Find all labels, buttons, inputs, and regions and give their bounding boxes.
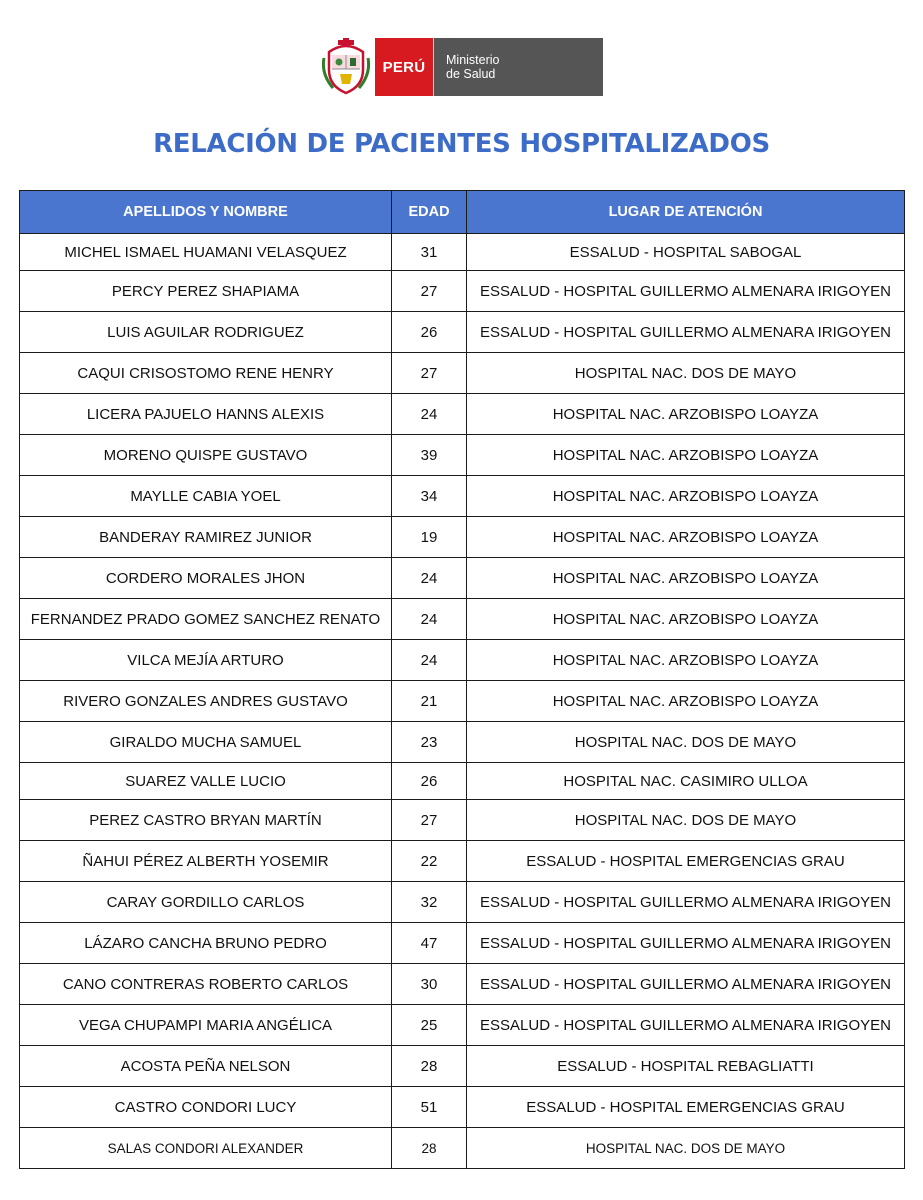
patient-name: GIRALDO MUCHA SAMUEL [20,722,392,763]
minsa-logo [321,38,603,96]
patient-name: RIVERO GONZALES ANDRES GUSTAVO [20,681,392,722]
patient-place: HOSPITAL NAC. DOS DE MAYO [467,722,905,763]
brand-ministry-line1: Ministerio [446,53,500,67]
table-row [20,923,905,964]
patient-age: 24 [392,558,467,599]
page-title: RELACIÓN DE PACIENTES HOSPITALIZADOS [153,129,770,159]
patient-name: LÁZARO CANCHA BRUNO PEDRO [20,923,392,964]
patient-place: ESSALUD - HOSPITAL GUILLERMO ALMENARA IRIGOYEN [467,271,905,312]
patient-name: MAYLLE CABIA YOEL [20,476,392,517]
table-row [20,882,905,923]
patient-place: ESSALUD - HOSPITAL GUILLERMO ALMENARA IRIGOYEN [467,964,905,1005]
table-row [20,722,905,763]
patient-age: 51 [392,1087,467,1128]
patient-place: HOSPITAL NAC. ARZOBISPO LOAYZA [467,476,905,517]
patient-name: PEREZ CASTRO BRYAN MARTÍN [20,800,392,841]
patient-place: ESSALUD - HOSPITAL GUILLERMO ALMENARA IRIGOYEN [467,923,905,964]
patient-age: 26 [392,763,467,800]
patient-place: ESSALUD - HOSPITAL GUILLERMO ALMENARA IRIGOYEN [467,312,905,353]
patient-name: LICERA PAJUELO HANNS ALEXIS [20,394,392,435]
table-row [20,312,905,353]
table-row [20,1005,905,1046]
patient-place: HOSPITAL NAC. ARZOBISPO LOAYZA [467,558,905,599]
table-row [20,763,905,800]
table-row [20,435,905,476]
patient-name: CARAY GORDILLO CARLOS [20,882,392,923]
patient-name: CANO CONTRERAS ROBERTO CARLOS [20,964,392,1005]
patient-place: HOSPITAL NAC. ARZOBISPO LOAYZA [467,517,905,558]
patient-name: MORENO QUISPE GUSTAVO [20,435,392,476]
table-row [20,681,905,722]
table-row [20,234,905,271]
patient-name: LUIS AGUILAR RODRIGUEZ [20,312,392,353]
table-row [20,558,905,599]
column-header-age: EDAD [392,191,467,234]
patient-name: SUAREZ VALLE LUCIO [20,763,392,800]
patient-place: HOSPITAL NAC. DOS DE MAYO [467,1128,905,1169]
patient-name: MICHEL ISMAEL HUAMANI VELASQUEZ [20,234,392,271]
table-row [20,517,905,558]
brand-ministry-line2: de Salud [446,67,496,81]
patient-age: 24 [392,640,467,681]
patient-age: 27 [392,353,467,394]
patient-age: 28 [392,1046,467,1087]
patient-place: ESSALUD - HOSPITAL EMERGENCIAS GRAU [467,1087,905,1128]
patient-place: ESSALUD - HOSPITAL GUILLERMO ALMENARA IRIGOYEN [467,1005,905,1046]
patient-name: VILCA MEJÍA ARTURO [20,640,392,681]
patient-name: CORDERO MORALES JHON [20,558,392,599]
patient-place: HOSPITAL NAC. ARZOBISPO LOAYZA [467,394,905,435]
table-row [20,394,905,435]
patient-age: 30 [392,964,467,1005]
patient-place: HOSPITAL NAC. CASIMIRO ULLOA [467,763,905,800]
table-row [20,841,905,882]
patient-place: HOSPITAL NAC. ARZOBISPO LOAYZA [467,640,905,681]
patient-name: VEGA CHUPAMPI MARIA ANGÉLICA [20,1005,392,1046]
patient-place: ESSALUD - HOSPITAL GUILLERMO ALMENARA IRIGOYEN [467,882,905,923]
patient-name: BANDERAY RAMIREZ JUNIOR [20,517,392,558]
patient-place: HOSPITAL NAC. ARZOBISPO LOAYZA [467,681,905,722]
patient-name: CAQUI CRISOSTOMO RENE HENRY [20,353,392,394]
patient-name: ACOSTA PEÑA NELSON [20,1046,392,1087]
patient-age: 26 [392,312,467,353]
table-row [20,640,905,681]
patient-name: SALAS CONDORI ALEXANDER [20,1128,392,1169]
patient-age: 24 [392,599,467,640]
patient-age: 27 [392,800,467,841]
table-row [20,1087,905,1128]
peru-coat-of-arms-icon [321,38,371,96]
table-row [20,271,905,312]
brand-ministry-label [433,38,603,96]
patient-place: ESSALUD - HOSPITAL SABOGAL [467,234,905,271]
table-row [20,1128,905,1169]
patient-age: 24 [392,394,467,435]
patient-place: HOSPITAL NAC. ARZOBISPO LOAYZA [467,435,905,476]
patient-age: 27 [392,271,467,312]
table-row [20,964,905,1005]
patient-age: 39 [392,435,467,476]
patient-age: 22 [392,841,467,882]
patient-age: 25 [392,1005,467,1046]
patient-place: HOSPITAL NAC. DOS DE MAYO [467,800,905,841]
patients-table [19,190,905,1169]
patient-age: 34 [392,476,467,517]
patient-name: ÑAHUI PÉREZ ALBERTH YOSEMIR [20,841,392,882]
patient-age: 21 [392,681,467,722]
patient-place: ESSALUD - HOSPITAL REBAGLIATTI [467,1046,905,1087]
table-row [20,476,905,517]
patient-age: 23 [392,722,467,763]
patient-age: 28 [392,1128,467,1169]
patient-place: HOSPITAL NAC. DOS DE MAYO [467,353,905,394]
column-header-place: LUGAR DE ATENCIÓN [467,191,905,234]
table-row [20,1046,905,1087]
column-header-name: APELLIDOS Y NOMBRE [20,191,392,234]
patient-age: 32 [392,882,467,923]
table-header-row [20,191,905,234]
patient-age: 47 [392,923,467,964]
patient-name: FERNANDEZ PRADO GOMEZ SANCHEZ RENATO [20,599,392,640]
patient-age: 19 [392,517,467,558]
patient-age: 31 [392,234,467,271]
patient-name: PERCY PEREZ SHAPIAMA [20,271,392,312]
table-row [20,353,905,394]
patient-place: ESSALUD - HOSPITAL EMERGENCIAS GRAU [467,841,905,882]
patient-name: CASTRO CONDORI LUCY [20,1087,392,1128]
table-row [20,599,905,640]
brand-country-label: PERÚ [375,38,433,96]
table-row [20,800,905,841]
patient-place: HOSPITAL NAC. ARZOBISPO LOAYZA [467,599,905,640]
